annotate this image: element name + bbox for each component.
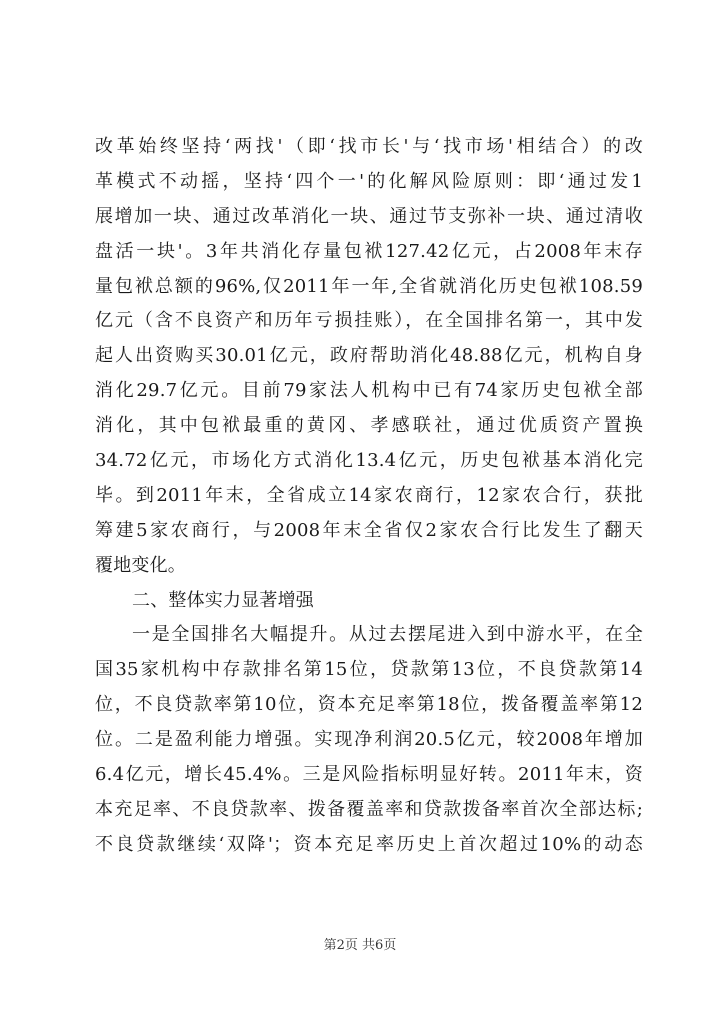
paragraph-line: 量包袱总额的96%,仅2011年一年,全省就消化历史包袱108.59	[95, 275, 643, 297]
paragraph-line: 革模式不动摇，坚持‘四个一'的化解风险原则：即‘通过发1	[95, 170, 643, 192]
paragraph-line: 起人出资购买30.01亿元，政府帮助消化48.88亿元，机构自身	[95, 345, 643, 367]
paragraph-line: 34.72亿元，市场化方式消化13.4亿元，历史包袱基本消化完	[95, 450, 643, 472]
paragraph-line: 不良贷款继续‘双降'；资本充足率历史上首次超过10%的动态	[95, 833, 643, 855]
paragraph-line: 亿元（含不良资产和历年亏损挂账），在全国排名第一，其中发	[95, 310, 643, 332]
paragraph-line: 覆地变化。	[95, 554, 186, 576]
section-heading: 二、整体实力显著增强	[132, 589, 314, 611]
paragraph-line: 国35家机构中存款排名第15位，贷款第13位，不良贷款第14	[95, 659, 643, 681]
page-number-footer: 第2页 共6页	[323, 938, 397, 953]
paragraph-line: 展增加一块、通过改革消化一块、通过节支弥补一块、通过清收	[95, 205, 643, 227]
paragraph-line: 一是全国排名大幅提升。从过去摆尾进入到中游水平，在全	[132, 624, 643, 646]
paragraph-line: 消化，其中包袱最重的黄冈、孝感联社，通过优质资产置换	[95, 415, 643, 437]
paragraph-line: 盘活一块'。3年共消化存量包袱127.42亿元，占2008年末存	[95, 240, 643, 262]
paragraph-line: 本充足率、不良贷款率、拨备覆盖率和贷款拨备率首次全部达标;	[95, 798, 643, 820]
paragraph-line: 消化29.7亿元。目前79家法人机构中已有74家历史包袱全部	[95, 380, 643, 402]
paragraph-line: 位，不良贷款率第10位，资本充足率第18位，拨备覆盖率第12	[95, 694, 643, 716]
paragraph-line: 位。二是盈利能力增强。实现净利润20.5亿元，较2008年增加	[95, 729, 643, 751]
document-body	[95, 130, 643, 863]
paragraph-line: 6.4亿元，增长45.4%。三是风险指标明显好转。2011年末，资	[95, 764, 643, 786]
paragraph-line: 毕。到2011年末，全省成立14家农商行，12家农合行，获批	[95, 484, 643, 506]
paragraph-line: 筹建5家农商行，与2008年末全省仅2家农合行比发生了翻天	[95, 519, 643, 541]
paragraph-line: 改革始终坚持‘两找'（即‘找市长'与‘找市场'相结合）的改	[95, 136, 643, 157]
